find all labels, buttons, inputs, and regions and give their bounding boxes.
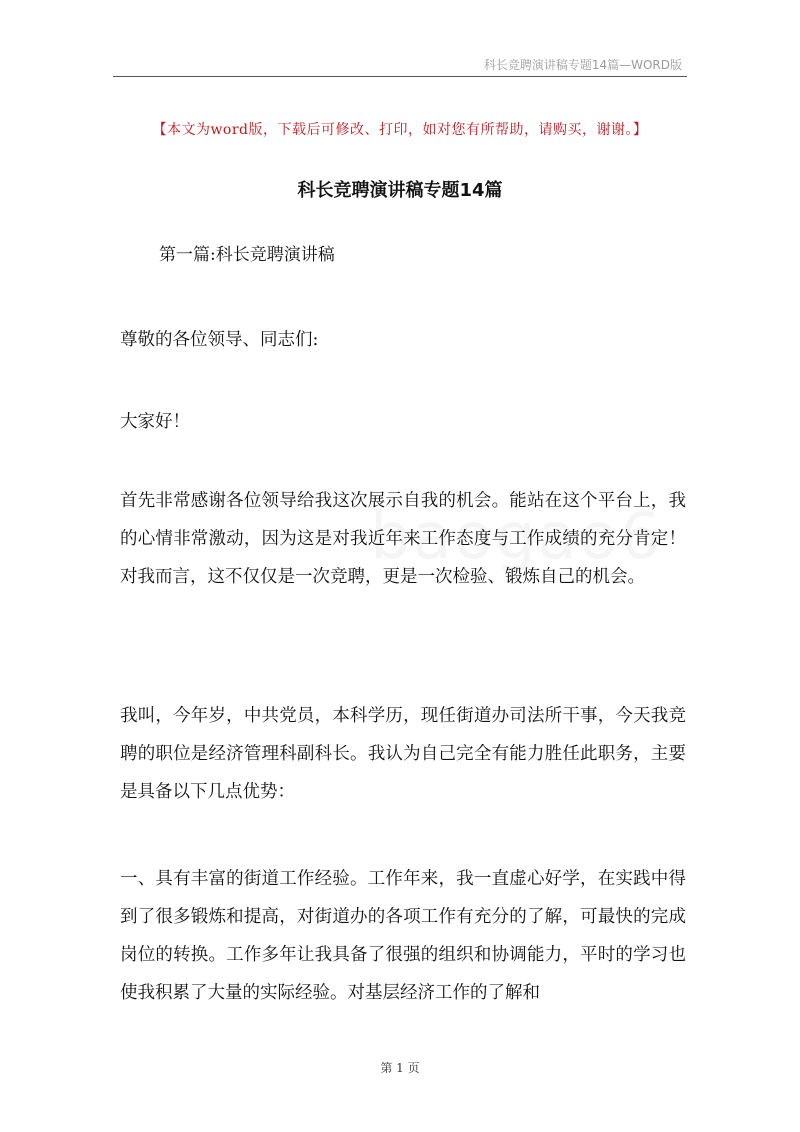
greeting-paragraph: 尊敬的各位领导、同志们: bbox=[120, 330, 319, 350]
section-subtitle: 第一篇:科长竞聘演讲稿 bbox=[159, 245, 335, 265]
document-title: 科长竞聘演讲稿专题14篇 bbox=[297, 180, 503, 201]
body-paragraph-2: 我叫，今年岁，中共党员，本科学历，现任街道办司法所干事，今天我竞聘的职位是经济管理科副科长。我认为自己完全有能力胜任此职务，主要是具备以下几点优势： bbox=[120, 706, 686, 802]
header-divider bbox=[113, 76, 687, 77]
purchase-notice: 【本文为word版，下载后可修改、打印，如对您有所帮助，请购买，谢谢。】 bbox=[152, 122, 648, 138]
body-paragraph-3: 一、具有丰富的街道工作经验。工作年来，我一直虚心好学，在实践中得到了很多锻炼和提高，对街道办的各项工作有充分的了解，可最快的完成岗位的转换。工作多年让我具备了很强的组织和协调能力，平时的学习也使我积累了大量的实际经验。对基层经济工作的了解和 bbox=[120, 869, 686, 1003]
page-number: 第 1 页 bbox=[380, 1061, 420, 1075]
page-header: 科长竞聘演讲稿专题14篇—WORD版 bbox=[483, 58, 682, 72]
body-paragraph-1: 首先非常感谢各位领导给我这次展示自我的机会。能站在这个平台上，我的心情非常激动，因为这是对我近年来工作态度与工作成绩的充分肯定！对我而言，这不仅仅是一次竞聘，更是一次检验、锻炼自己的机会。 bbox=[120, 491, 686, 587]
hello-paragraph: 大家好！ bbox=[120, 412, 190, 432]
